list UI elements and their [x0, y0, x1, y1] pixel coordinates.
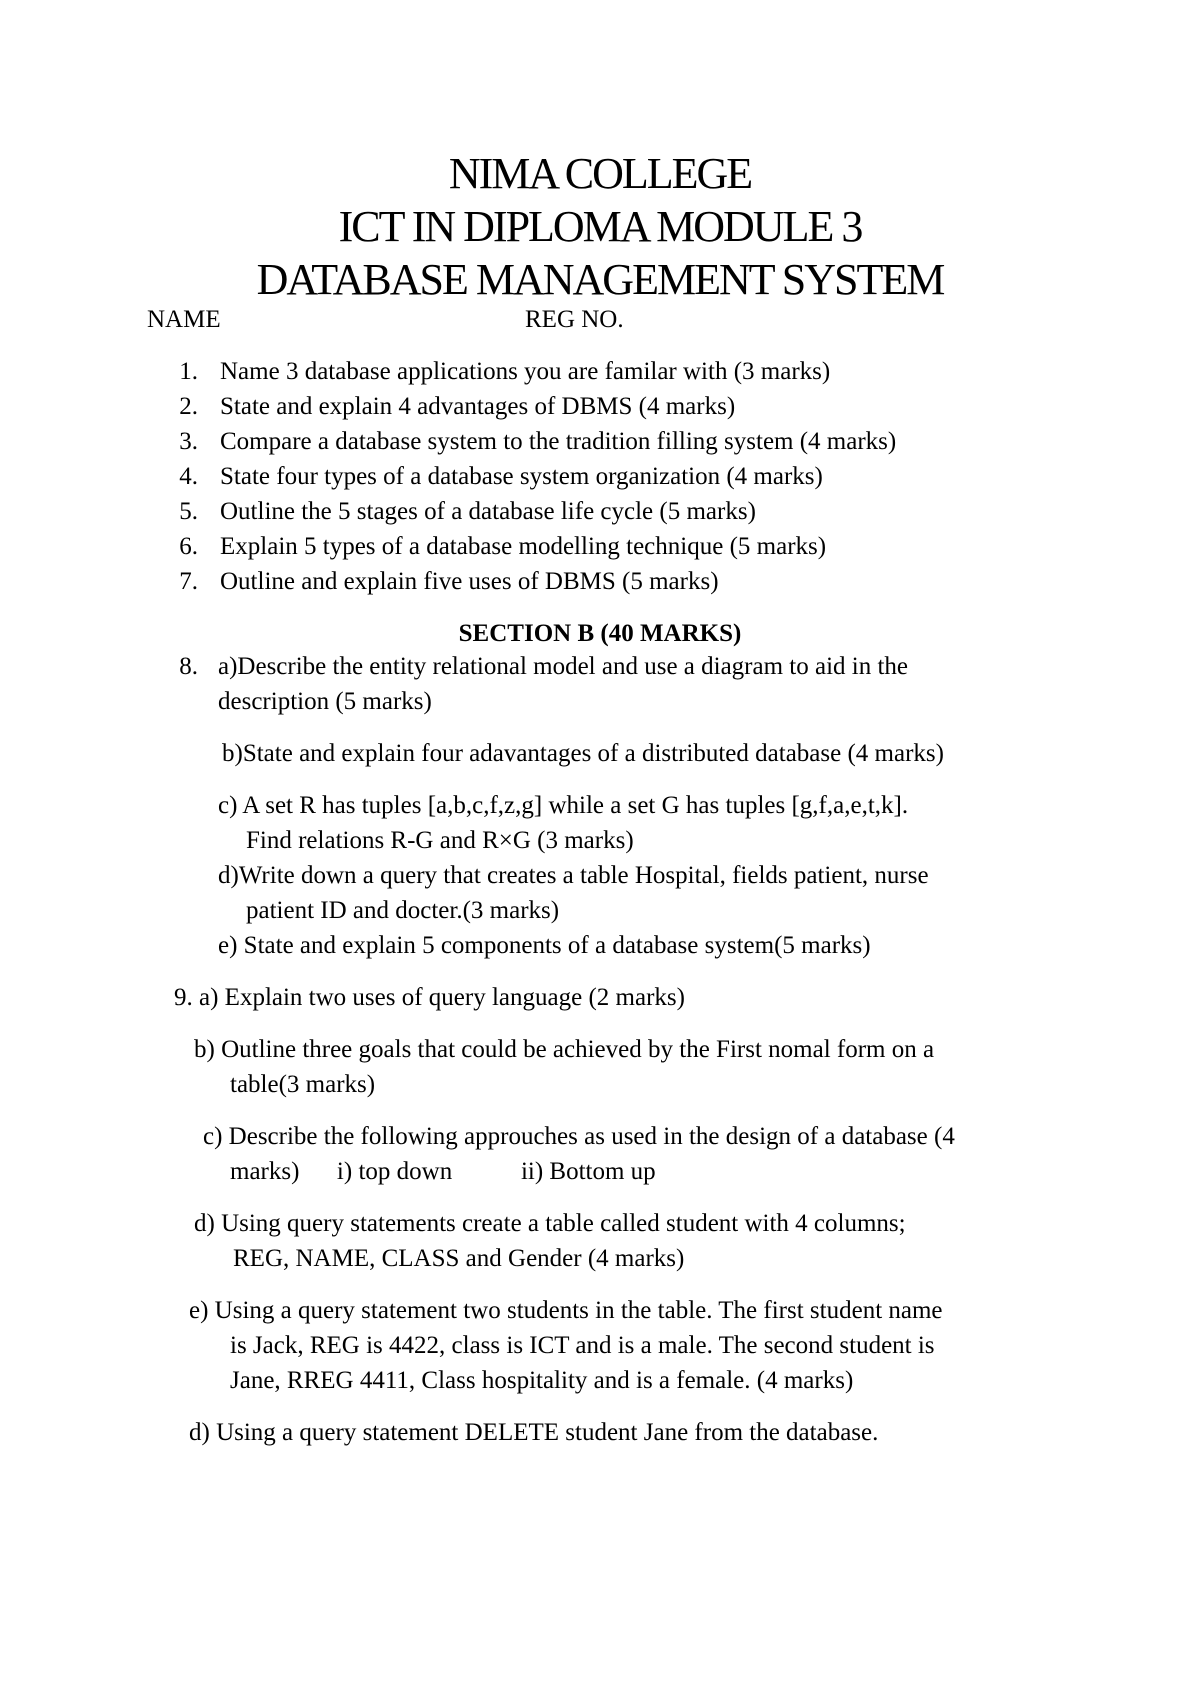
- reg-no-label: REG NO.: [525, 306, 624, 333]
- course-title: ICT IN DIPLOMA MODULE 3: [338, 202, 862, 251]
- name-label: NAME: [147, 306, 221, 333]
- question-number: 3.: [179, 428, 198, 455]
- question-9e-line: e) Using a query statement two students in the table. The first student name: [189, 1297, 943, 1324]
- question-8a-line: description (5 marks): [218, 688, 432, 715]
- question-8c-line: c) A set R has tuples [a,b,c,f,z,g] while a set G has tuples [g,f,a,e,t,k].: [218, 792, 909, 819]
- question-text: Name 3 database applications you are familar with (3 marks): [220, 358, 831, 385]
- question-8b-line: b)State and explain four adavantages of a distributed database (4 marks): [222, 740, 944, 767]
- question-text: State and explain 4 advantages of DBMS (4 marks): [220, 393, 736, 420]
- question-9c-line: c) Describe the following approuches as used in the design of a database (4: [203, 1123, 955, 1150]
- question-text: State four types of a database system organization (4 marks): [220, 463, 823, 490]
- question-9c-line: marks) i) top down ii) Bottom up: [230, 1158, 656, 1185]
- question-8c-line: Find relations R-G and R×G (3 marks): [246, 827, 634, 854]
- question-8a-line: a)Describe the entity relational model and use a diagram to aid in the: [218, 653, 909, 680]
- question-number: 4.: [179, 463, 198, 490]
- question-8d-line: d)Write down a query that creates a table Hospital, fields patient, nurse: [218, 862, 929, 889]
- question-number: 8.: [179, 653, 198, 680]
- question-number: 1.: [179, 358, 198, 385]
- question-9d-line: d) Using query statements create a table called student with 4 columns;: [194, 1210, 906, 1237]
- college-title: NIMA COLLEGE: [448, 149, 752, 198]
- question-9b-line: b) Outline three goals that could be achieved by the First nomal form on a: [194, 1036, 935, 1063]
- question-number: 6.: [179, 533, 198, 560]
- question-text: Outline and explain five uses of DBMS (5 marks): [220, 568, 719, 595]
- question-text: Compare a database system to the tradition filling system (4 marks): [220, 428, 897, 455]
- question-9e-line: Jane, RREG 4411, Class hospitality and is a female. (4 marks): [230, 1367, 854, 1394]
- question-8d-line: patient ID and docter.(3 marks): [246, 897, 560, 924]
- question-text: Explain 5 types of a database modelling technique (5 marks): [220, 533, 827, 560]
- question-9a-line: 9. a) Explain two uses of query language (2 marks): [174, 984, 685, 1011]
- question-number: 5.: [179, 498, 198, 525]
- question-number: 2.: [179, 393, 198, 420]
- question-number: 7.: [179, 568, 198, 595]
- question-9d-line: REG, NAME, CLASS and Gender (4 marks): [233, 1245, 685, 1272]
- subject-title: DATABASE MANAGEMENT SYSTEM: [256, 255, 944, 304]
- question-9b-line: table(3 marks): [230, 1071, 376, 1098]
- question-9e-line: is Jack, REG is 4422, class is ICT and is a male. The second student is: [230, 1332, 935, 1359]
- question-text: Outline the 5 stages of a database life cycle (5 marks): [220, 498, 756, 525]
- question-9f-line: d) Using a query statement DELETE student Jane from the database.: [189, 1419, 879, 1446]
- section-b-heading: SECTION B (40 MARKS): [458, 620, 742, 647]
- question-8e-line: e) State and explain 5 components of a database system(5 marks): [218, 932, 871, 959]
